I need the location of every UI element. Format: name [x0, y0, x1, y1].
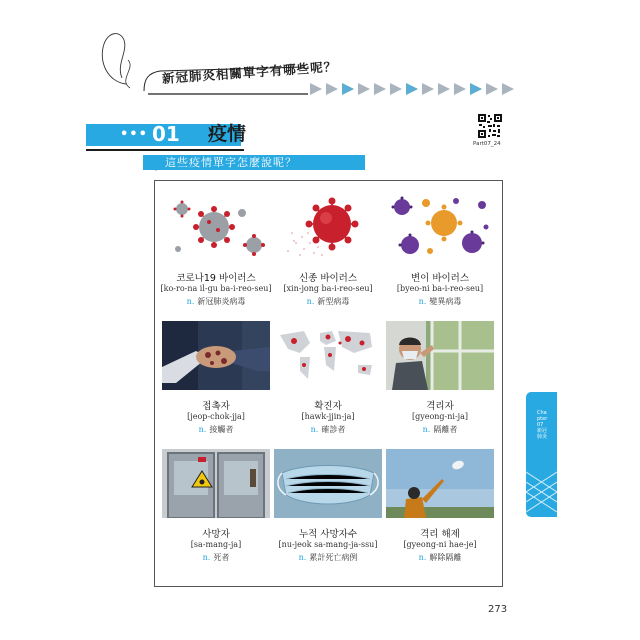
biohazard-door-icon: [162, 449, 270, 518]
chapter-banner: [140, 57, 520, 99]
part-of-speech: n.: [418, 553, 427, 562]
throwing-mask-icon: [386, 449, 494, 518]
vocabulary-grid: [154, 180, 503, 587]
red-virus-icon: [274, 193, 382, 262]
meaning: [264, 424, 392, 435]
side-tab-text: Chapter 07 新冠肺炎: [537, 410, 548, 440]
korean-word: 코로나19 바이러스: [176, 273, 256, 284]
part-of-speech: n.: [186, 297, 195, 306]
part-of-speech: n.: [202, 553, 211, 562]
meaning-text: 隔離者: [433, 425, 458, 434]
subheading-notch: [150, 164, 162, 171]
korean-word: 신종 바이러스: [298, 273, 358, 284]
qr-label: Part07_24: [473, 141, 501, 147]
romanization: [ko-ro-na il-gu ba-i-reo-seu]: [160, 284, 272, 293]
part-of-speech: n.: [422, 425, 431, 434]
page-number: 273: [488, 604, 508, 615]
romanization: [gyeong-ni hae-je]: [403, 540, 477, 549]
korean-word: 누적 사망자수: [298, 529, 358, 540]
coronavirus-icon: [162, 193, 270, 262]
subheading-text: 這些疫情單字怎麼說呢？: [165, 156, 297, 169]
face-mask-icon: [274, 449, 382, 518]
variant-virus-icon: [386, 193, 494, 262]
meaning-text: 確診者: [321, 425, 346, 434]
meaning: [152, 552, 280, 563]
meaning-text: 新冠肺炎病毒: [197, 297, 246, 306]
korean-word: 확진자: [314, 401, 342, 412]
section-number: 01: [152, 122, 180, 146]
korean-word: 변이 바이러스: [410, 273, 470, 284]
masked-man-icon: [386, 321, 494, 390]
part-of-speech: n.: [298, 553, 307, 562]
banner-title: 新冠肺炎相關單字有哪些呢？: [161, 58, 338, 86]
romanization: [gyeong-ni-ja]: [411, 412, 469, 421]
meaning-text: 接觸者: [209, 425, 234, 434]
meaning-text: 新型病毒: [317, 297, 350, 306]
meaning: [152, 296, 280, 307]
section-title: 疫情: [208, 123, 247, 145]
romanization: [byeo-ni ba-i-reo-seu]: [396, 284, 484, 293]
korean-word: 격리 해제: [420, 529, 460, 540]
meaning: [376, 552, 504, 563]
part-of-speech: n.: [198, 425, 207, 434]
romanization: [jeop-chok-jja]: [187, 412, 245, 421]
romanization: [hawk-jjin-ja]: [301, 412, 355, 421]
part-of-speech: n.: [418, 297, 427, 306]
meaning-text: 累計死亡病例: [309, 553, 358, 562]
meaning: [376, 424, 504, 435]
part-of-speech: n.: [310, 425, 319, 434]
section-dots: •••: [120, 127, 148, 142]
romanization: [xin-jong ba-i-reo-seu]: [283, 284, 373, 293]
meaning: [152, 424, 280, 435]
romanization: [nu-jeok sa-mang-ja-ssu]: [278, 540, 378, 549]
part-of-speech: n.: [306, 297, 315, 306]
romanization: [sa-mang-ja]: [190, 540, 242, 549]
korean-word: 접촉자: [202, 401, 230, 412]
meaning-text: 變異病毒: [429, 297, 462, 306]
section-underline: [86, 149, 244, 151]
meaning-text: 死者: [213, 553, 230, 562]
meaning: [264, 296, 392, 307]
meaning-text: 解除隔離: [429, 553, 462, 562]
doodle-loop-icon: [78, 22, 138, 92]
world-map-icon: [274, 321, 382, 390]
korean-word: 격리자: [426, 401, 454, 412]
qr-code-icon: [477, 113, 503, 139]
meaning: [264, 552, 392, 563]
meaning: [376, 296, 504, 307]
korean-word: 사망자: [202, 529, 230, 540]
handshake-icon: [162, 321, 270, 390]
